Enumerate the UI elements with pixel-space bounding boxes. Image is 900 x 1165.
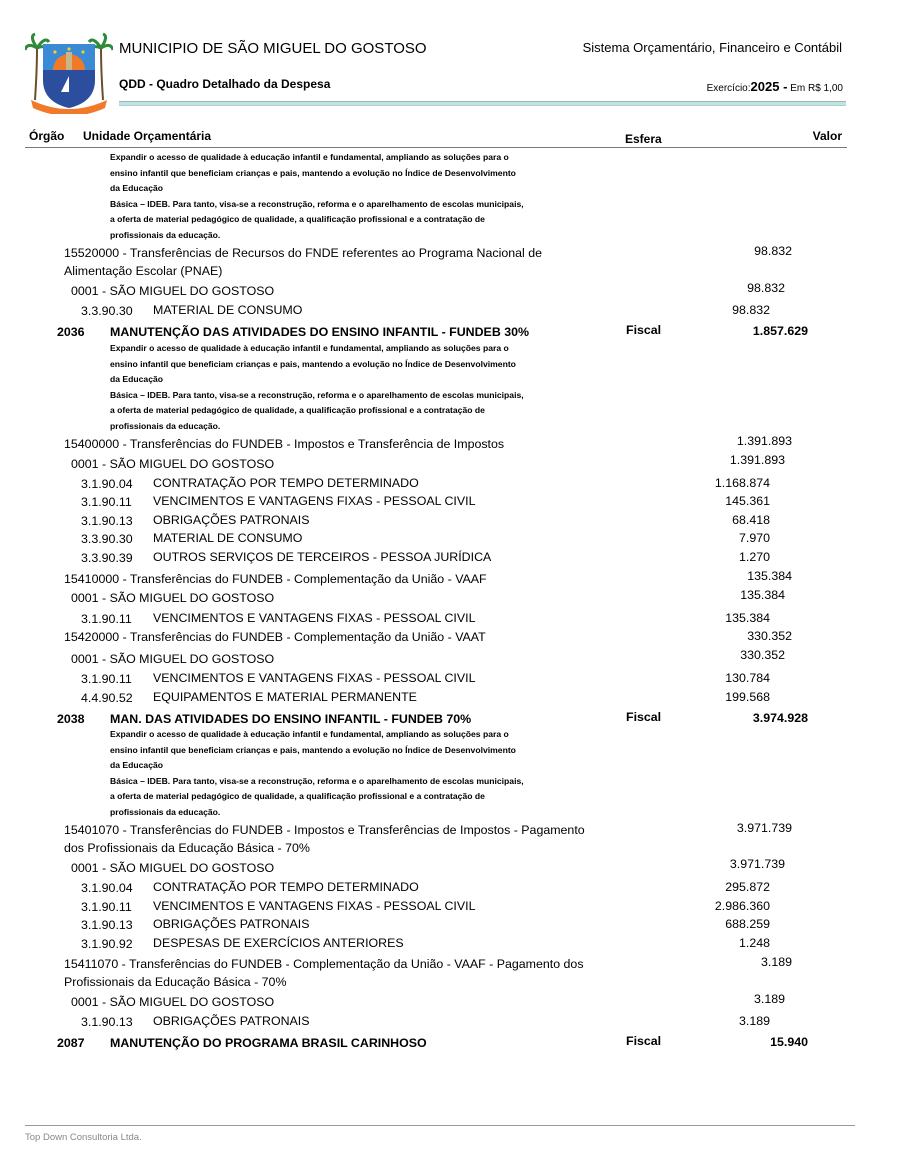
source-row: 15411070 - Transferências do FUNDEB - Complementação da União - VAAF - Pagamento dos: [64, 957, 584, 971]
element-code: 3.1.90.04: [81, 477, 133, 491]
unit-row: 0001 - SÃO MIGUEL DO GOSTOSO: [71, 591, 275, 605]
unit-value: 330.352: [740, 648, 785, 662]
action-value: 3.974.928: [752, 711, 808, 725]
source-value: 135.384: [747, 569, 792, 583]
element-value: 68.418: [732, 513, 770, 527]
source-value: 3.971.739: [736, 821, 792, 835]
unit-value: 135.384: [740, 588, 785, 602]
unit-value: 3.189: [753, 992, 785, 1006]
exercise-label: Exercício:: [706, 83, 751, 94]
source-row: 15520000 - Transferências de Recursos do FNDE referentes ao Programa Nacional de: [64, 246, 542, 260]
element-value: 7.970: [738, 531, 770, 545]
action-description: Expandir o acesso de qualidade à educação infantil e fundamental, ampliando as soluções para o ensino infantil que beneficiam crianças e pais, mantendo a evolução no Índice de Desenvolvimento da Educação Básica – IDEB. Para tanto, visa-se a reconstrução, reforma e o aparelhamento de escolas municipais, a oferta de material pedagógico de qualidade, a qualificação profissional e a contratação de profissionais da educação.: [110, 152, 524, 240]
element-name: EQUIPAMENTOS E MATERIAL PERMANENTE: [153, 690, 417, 704]
element-code: 3.1.90.11: [81, 900, 132, 914]
element-code: 3.1.90.11: [81, 672, 132, 686]
source-row: 15420000 - Transferências do FUNDEB - Complementação da União - VAAT: [64, 630, 486, 644]
element-code: 3.3.90.30: [81, 304, 133, 318]
municipality-name: MUNICIPIO DE SÃO MIGUEL DO GOSTOSO: [119, 40, 427, 57]
action-esfera: Fiscal: [626, 710, 662, 724]
column-header-divider: [25, 147, 847, 148]
unit-row: 0001 - SÃO MIGUEL DO GOSTOSO: [71, 457, 275, 471]
element-value: 2.986.360: [714, 899, 770, 913]
element-name: CONTRATAÇÃO POR TEMPO DETERMINADO: [153, 880, 419, 894]
element-code: 3.1.90.13: [81, 514, 133, 528]
action-code: 2038: [57, 712, 85, 726]
currency-note: Em R$ 1,00: [790, 83, 843, 94]
element-value: 1.168.874: [714, 476, 770, 490]
element-name: OBRIGAÇÕES PATRONAIS: [153, 513, 310, 527]
source-row-cont: dos Profissionais da Educação Básica - 70%: [64, 841, 310, 855]
action-name: MANUTENÇÃO DO PROGRAMA BRASIL CARINHOSO: [110, 1036, 427, 1050]
exercise-info: [707, 79, 843, 94]
source-value: 3.189: [760, 955, 792, 969]
element-value: 199.568: [725, 690, 770, 704]
column-orgao: Órgão: [29, 129, 65, 143]
element-code: 3.1.90.92: [81, 937, 133, 951]
element-value: 135.384: [725, 611, 770, 625]
element-value: 98.832: [732, 303, 770, 317]
action-description: Expandir o acesso de qualidade à educação infantil e fundamental, ampliando as soluções para o ensino infantil que beneficiam crianças e pais, mantendo a evolução no Índice de Desenvolvimento da Educação Básica – IDEB. Para tanto, visa-se a reconstrução, reforma e o aparelhamento de escolas municipais, a oferta de material pedagógico de qualidade, a qualificação profissional e a contratação de profissionais da educação.: [110, 729, 524, 817]
element-name: VENCIMENTOS E VANTAGENS FIXAS - PESSOAL CIVIL: [153, 899, 476, 913]
element-value: 295.872: [725, 880, 770, 894]
source-row-cont: Alimentação Escolar (PNAE): [64, 264, 223, 278]
unit-row: 0001 - SÃO MIGUEL DO GOSTOSO: [71, 284, 275, 298]
report-title: QDD - Quadro Detalhado da Despesa: [119, 77, 331, 91]
element-name: OBRIGAÇÕES PATRONAIS: [153, 1014, 310, 1028]
unit-value: 3.971.739: [729, 857, 785, 871]
element-name: MATERIAL DE CONSUMO: [153, 531, 303, 545]
element-code: 3.1.90.04: [81, 881, 133, 895]
element-code: 3.3.90.30: [81, 532, 133, 546]
unit-row: 0001 - SÃO MIGUEL DO GOSTOSO: [71, 652, 275, 666]
element-name: VENCIMENTOS E VANTAGENS FIXAS - PESSOAL CIVIL: [153, 611, 476, 625]
source-row-cont: Profissionais da Educação Básica - 70%: [64, 975, 287, 989]
element-name: MATERIAL DE CONSUMO: [153, 303, 303, 317]
element-code: 3.1.90.11: [81, 495, 132, 509]
action-value: 1.857.629: [752, 324, 808, 338]
action-value: 15.940: [770, 1035, 808, 1049]
element-value: 3.189: [738, 1014, 770, 1028]
element-name: VENCIMENTOS E VANTAGENS FIXAS - PESSOAL CIVIL: [153, 671, 476, 685]
action-code: 2036: [57, 325, 85, 339]
element-value: 130.784: [725, 671, 770, 685]
municipal-logo: [25, 30, 113, 114]
element-value: 145.361: [725, 494, 770, 508]
source-row: 15400000 - Transferências do FUNDEB - Impostos e Transferência de Impostos: [64, 437, 505, 451]
unit-row: 0001 - SÃO MIGUEL DO GOSTOSO: [71, 995, 275, 1009]
unit-row: 0001 - SÃO MIGUEL DO GOSTOSO: [71, 861, 275, 875]
footer-company: Top Down Consultoria Ltda.: [25, 1132, 142, 1143]
source-value: 330.352: [747, 629, 792, 643]
action-name: MAN. DAS ATIVIDADES DO ENSINO INFANTIL - FUNDEB 70%: [110, 712, 472, 726]
system-name: Sistema Orçamentário, Financeiro e Contábil: [582, 40, 842, 55]
source-row: 15410000 - Transferências do FUNDEB - Complementação da União - VAAF: [64, 572, 487, 586]
action-code: 2087: [57, 1036, 85, 1050]
source-value: 1.391.893: [736, 434, 792, 448]
column-esfera: Esfera: [625, 132, 662, 146]
element-code: 3.3.90.39: [81, 551, 133, 565]
element-value: 1.270: [738, 550, 770, 564]
element-name: CONTRATAÇÃO POR TEMPO DETERMINADO: [153, 476, 419, 490]
column-valor: Valor: [812, 129, 842, 143]
action-name: MANUTENÇÃO DAS ATIVIDADES DO ENSINO INFANTIL - FUNDEB 30%: [110, 325, 530, 339]
action-description: Expandir o acesso de qualidade à educação infantil e fundamental, ampliando as soluções para o ensino infantil que beneficiam crianças e pais, mantendo a evolução no Índice de Desenvolvimento da Educação Básica – IDEB. Para tanto, visa-se a reconstrução, reforma e o aparelhamento de escolas municipais, a oferta de material pedagógico de qualidade, a qualificação profissional e a contratação de profissionais da educação.: [110, 343, 524, 431]
header-divider: [119, 101, 846, 106]
source-row: 15401070 - Transferências do FUNDEB - Impostos e Transferências de Impostos - Pagamento: [64, 823, 585, 837]
element-value: 1.248: [738, 936, 770, 950]
unit-value: 1.391.893: [729, 453, 785, 467]
action-esfera: Fiscal: [626, 323, 662, 337]
element-name: VENCIMENTOS E VANTAGENS FIXAS - PESSOAL CIVIL: [153, 494, 476, 508]
unit-value: 98.832: [747, 281, 785, 295]
source-value: 98.832: [754, 244, 792, 258]
footer-divider: [25, 1125, 855, 1126]
element-code: 3.1.90.11: [81, 612, 132, 626]
element-code: 4.4.90.52: [81, 691, 133, 705]
exercise-year: 2025 -: [750, 79, 788, 94]
column-unidade: Unidade Orçamentária: [83, 129, 212, 143]
element-code: 3.1.90.13: [81, 918, 133, 932]
element-code: 3.1.90.13: [81, 1015, 133, 1029]
element-value: 688.259: [725, 917, 770, 931]
element-name: OBRIGAÇÕES PATRONAIS: [153, 917, 310, 931]
element-name: DESPESAS DE EXERCÍCIOS ANTERIORES: [153, 936, 404, 950]
action-esfera: Fiscal: [626, 1034, 662, 1048]
element-name: OUTROS SERVIÇOS DE TERCEIROS - PESSOA JURÍDICA: [153, 550, 492, 564]
